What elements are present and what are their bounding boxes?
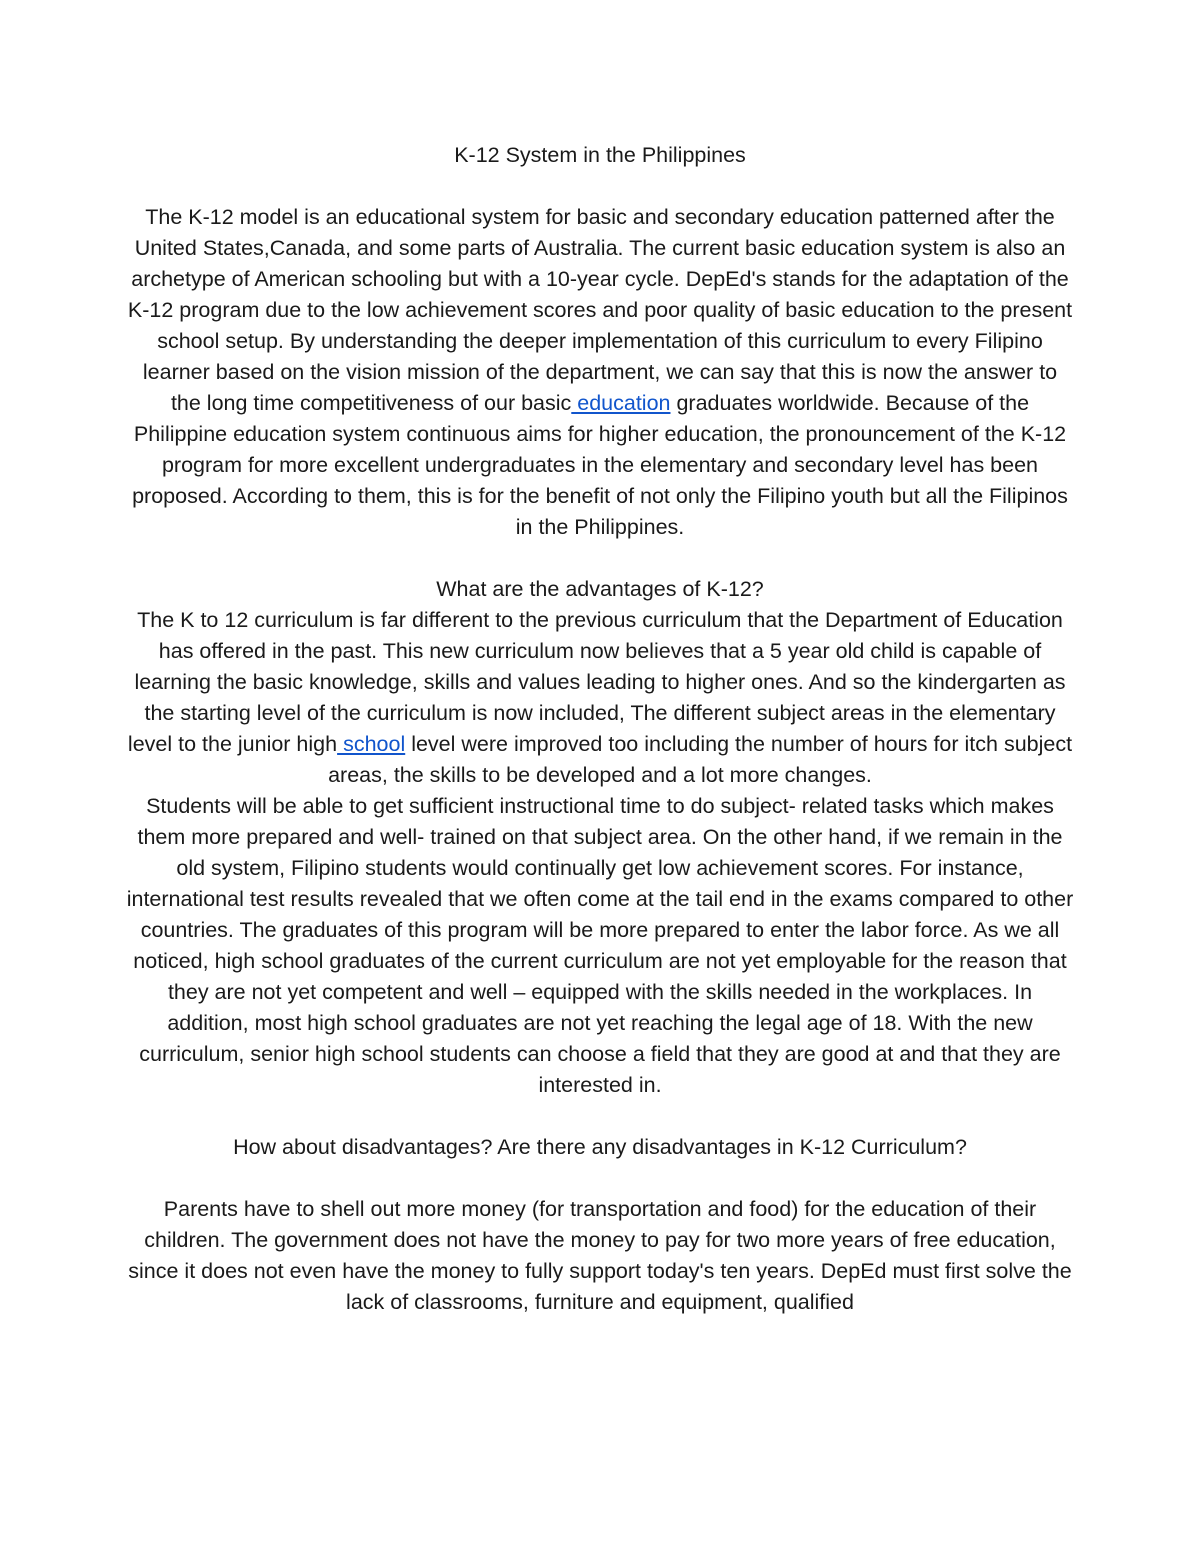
disadvantages-paragraph: Parents have to shell out more money (for transportation and food) for the education of their children. The government does not have the money to pay for two more years of free education, since it does not even have the money to fully support today's ten years. DepEd must first solve the lack of classrooms, furniture and equipment, qualified xyxy=(128,1197,1072,1314)
advantages-paragraph-2: Students will be able to get sufficient instructional time to do subject- related tasks which makes them more prepared and well- trained on that subject area. On the other hand, if we remain in the old system, Filipino students would continually get low achievement scores. For instance, international test results revealed that we often come at the tail end in the exams compared to other countries. The graduates of this program will be more prepared to enter the labor force. As we all noticed, high school graduates of the current curriculum are not yet employable for the reason that they are not yet competent and well – equipped with the skills needed in the workplaces. In addition, most high school graduates are not yet reaching the legal age of 18. With the new curriculum, senior high school students can choose a field that they are good at and that they are interested in. xyxy=(126,794,1074,1097)
intro-text-start: The K-12 model is an educational system for basic and secondary education patterned after the United States,Canada, and some parts of Australia. The current basic education system is also an archetype of American schooling but with a 10-year cycle. DepEd's stands for the adaptation of the K-12 program due to the low achievement scores and poor quality of basic education to the present school setup. By understanding the deeper implementation of this curriculum to every Filipino learner based on the vision mission of the department, we can say that this is now the answer to the long time competitiveness of our basic xyxy=(127,205,1073,415)
advantages-text-start: The K to 12 curriculum is far different to the previous curriculum that the Department of Education has offered in the past. This new curriculum now believes that a 5 year old child is capable of learning the basic knowledge, skills and values leading to higher ones. And so the kindergarten as the starting level of the curriculum is now included, The different subject areas in the elementary level to the junior high xyxy=(127,608,1066,756)
intro-paragraph xyxy=(125,202,1075,543)
education-link[interactable]: education xyxy=(571,391,671,415)
paragraph-spacer xyxy=(125,543,1075,574)
paragraph-spacer xyxy=(125,1101,1075,1132)
document-title: K-12 System in the Philippines xyxy=(454,143,746,167)
advantages-text-end: level were improved too including the number of hours for itch subject areas, the skills to be developed and a lot more changes. xyxy=(328,732,1073,787)
advantages-heading: What are the advantages of K-12? xyxy=(436,577,764,601)
disadvantages-heading: How about disadvantages? Are there any disadvantages in K-12 Curriculum? xyxy=(233,1135,967,1159)
document-body xyxy=(125,140,1075,1318)
advantages-paragraph-1 xyxy=(125,605,1075,791)
school-link[interactable]: school xyxy=(337,732,406,756)
intro-text-end: graduates worldwide. Because of the Philippine education system continuous aims for higher education, the pronouncement of the K-12 program for more excellent undergraduates in the elementary and secondary level has been proposed. According to them, this is for the benefit of not only the Filipino youth but all the Filipinos in the Philippines. xyxy=(132,391,1068,539)
paragraph-spacer xyxy=(125,1163,1075,1194)
paragraph-spacer xyxy=(125,171,1075,202)
